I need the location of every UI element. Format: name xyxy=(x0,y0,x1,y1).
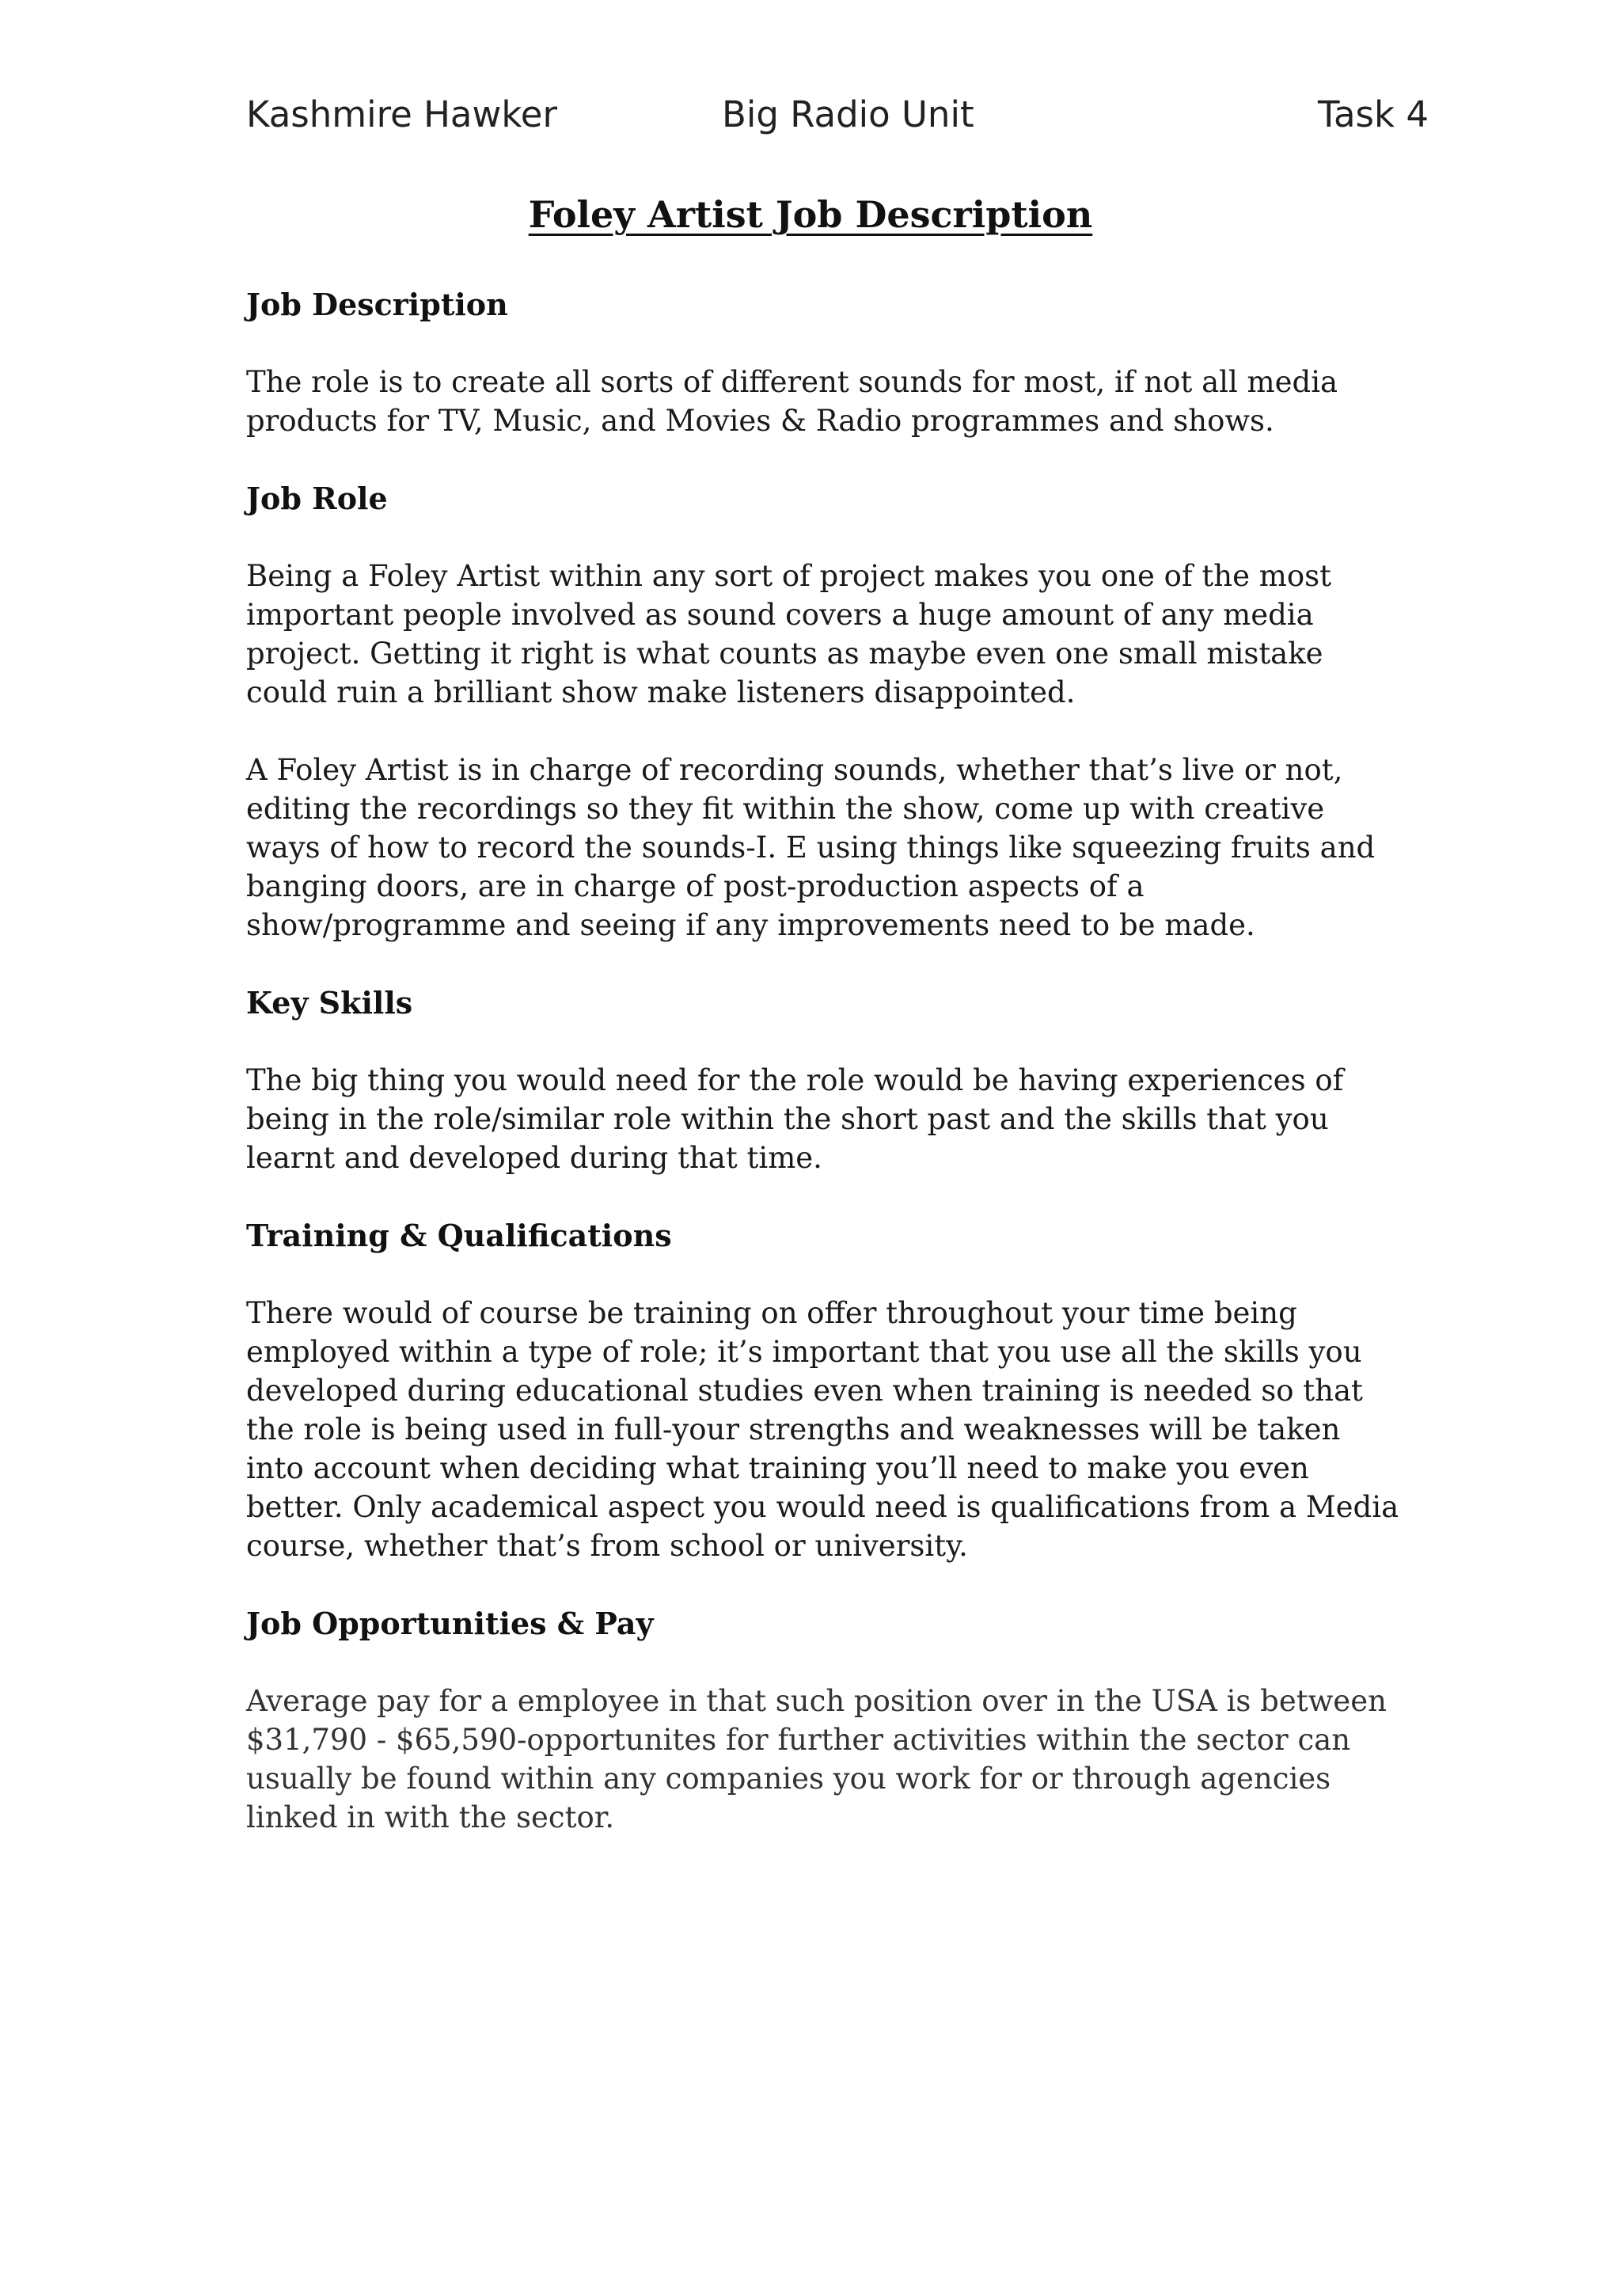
document-title: Foley Artist Job Description xyxy=(528,193,1093,236)
author-name: Kashmire Hawker xyxy=(246,93,557,135)
section-heading-training-qualifications: Training & Qualifications xyxy=(246,1218,672,1253)
document-body xyxy=(246,285,1402,1876)
job-role-paragraph-2: A Foley Artist is in charge of recording sounds, whether that’s live or not, editing the recordings so they fit within the show, come up with creative ways of how to record the sounds-I. E using things like squeezing fruits and banging doors, are in charge of post-production aspects of a show/programme and seeing if any improvements need to be made. xyxy=(246,753,1376,942)
section-heading-job-description: Job Description xyxy=(246,287,508,322)
section-heading-job-opportunities-pay: Job Opportunities & Pay xyxy=(246,1606,654,1641)
unit-name: Big Radio Unit xyxy=(722,93,974,135)
page-header xyxy=(246,93,1429,149)
job-description-paragraph: The role is to create all sorts of different sounds for most, if not all media products for TV, Music, and Movies & Radio programmes and shows. xyxy=(246,365,1338,438)
section-heading-job-role: Job Role xyxy=(246,481,388,516)
task-label: Task 4 xyxy=(1317,93,1429,135)
section-heading-key-skills: Key Skills xyxy=(246,985,413,1021)
job-role-paragraph-1: Being a Foley Artist within any sort of project makes you one of the most important people involved as sound covers a huge amount of any media project. Getting it right is what counts as maybe even one small mistake could ruin a brilliant show make listeners disappointed. xyxy=(246,559,1331,709)
key-skills-paragraph: The big thing you would need for the role would be having experiences of being in the role/similar role within the short past and the skills that you learnt and developed during that time. xyxy=(246,1063,1344,1175)
training-qualifications-paragraph: There would of course be training on offer throughout your time being employed within a type of role; it’s important that you use all the skills you developed during educational studies even when training is needed so that the role is being used in full-your strengths and weaknesses will be taken into account when deciding what training you’ll need to make you even better. Only academical aspect you would need is qualifications from a Media course, whether that’s from school or university. xyxy=(246,1296,1399,1563)
job-opportunities-pay-paragraph: Average pay for a employee in that such position over in the USA is between $31,790 - $65,590-opportunites for further activities within the sector can usually be found within any companies you work for or through agencies linked in with the sector. xyxy=(246,1684,1387,1834)
